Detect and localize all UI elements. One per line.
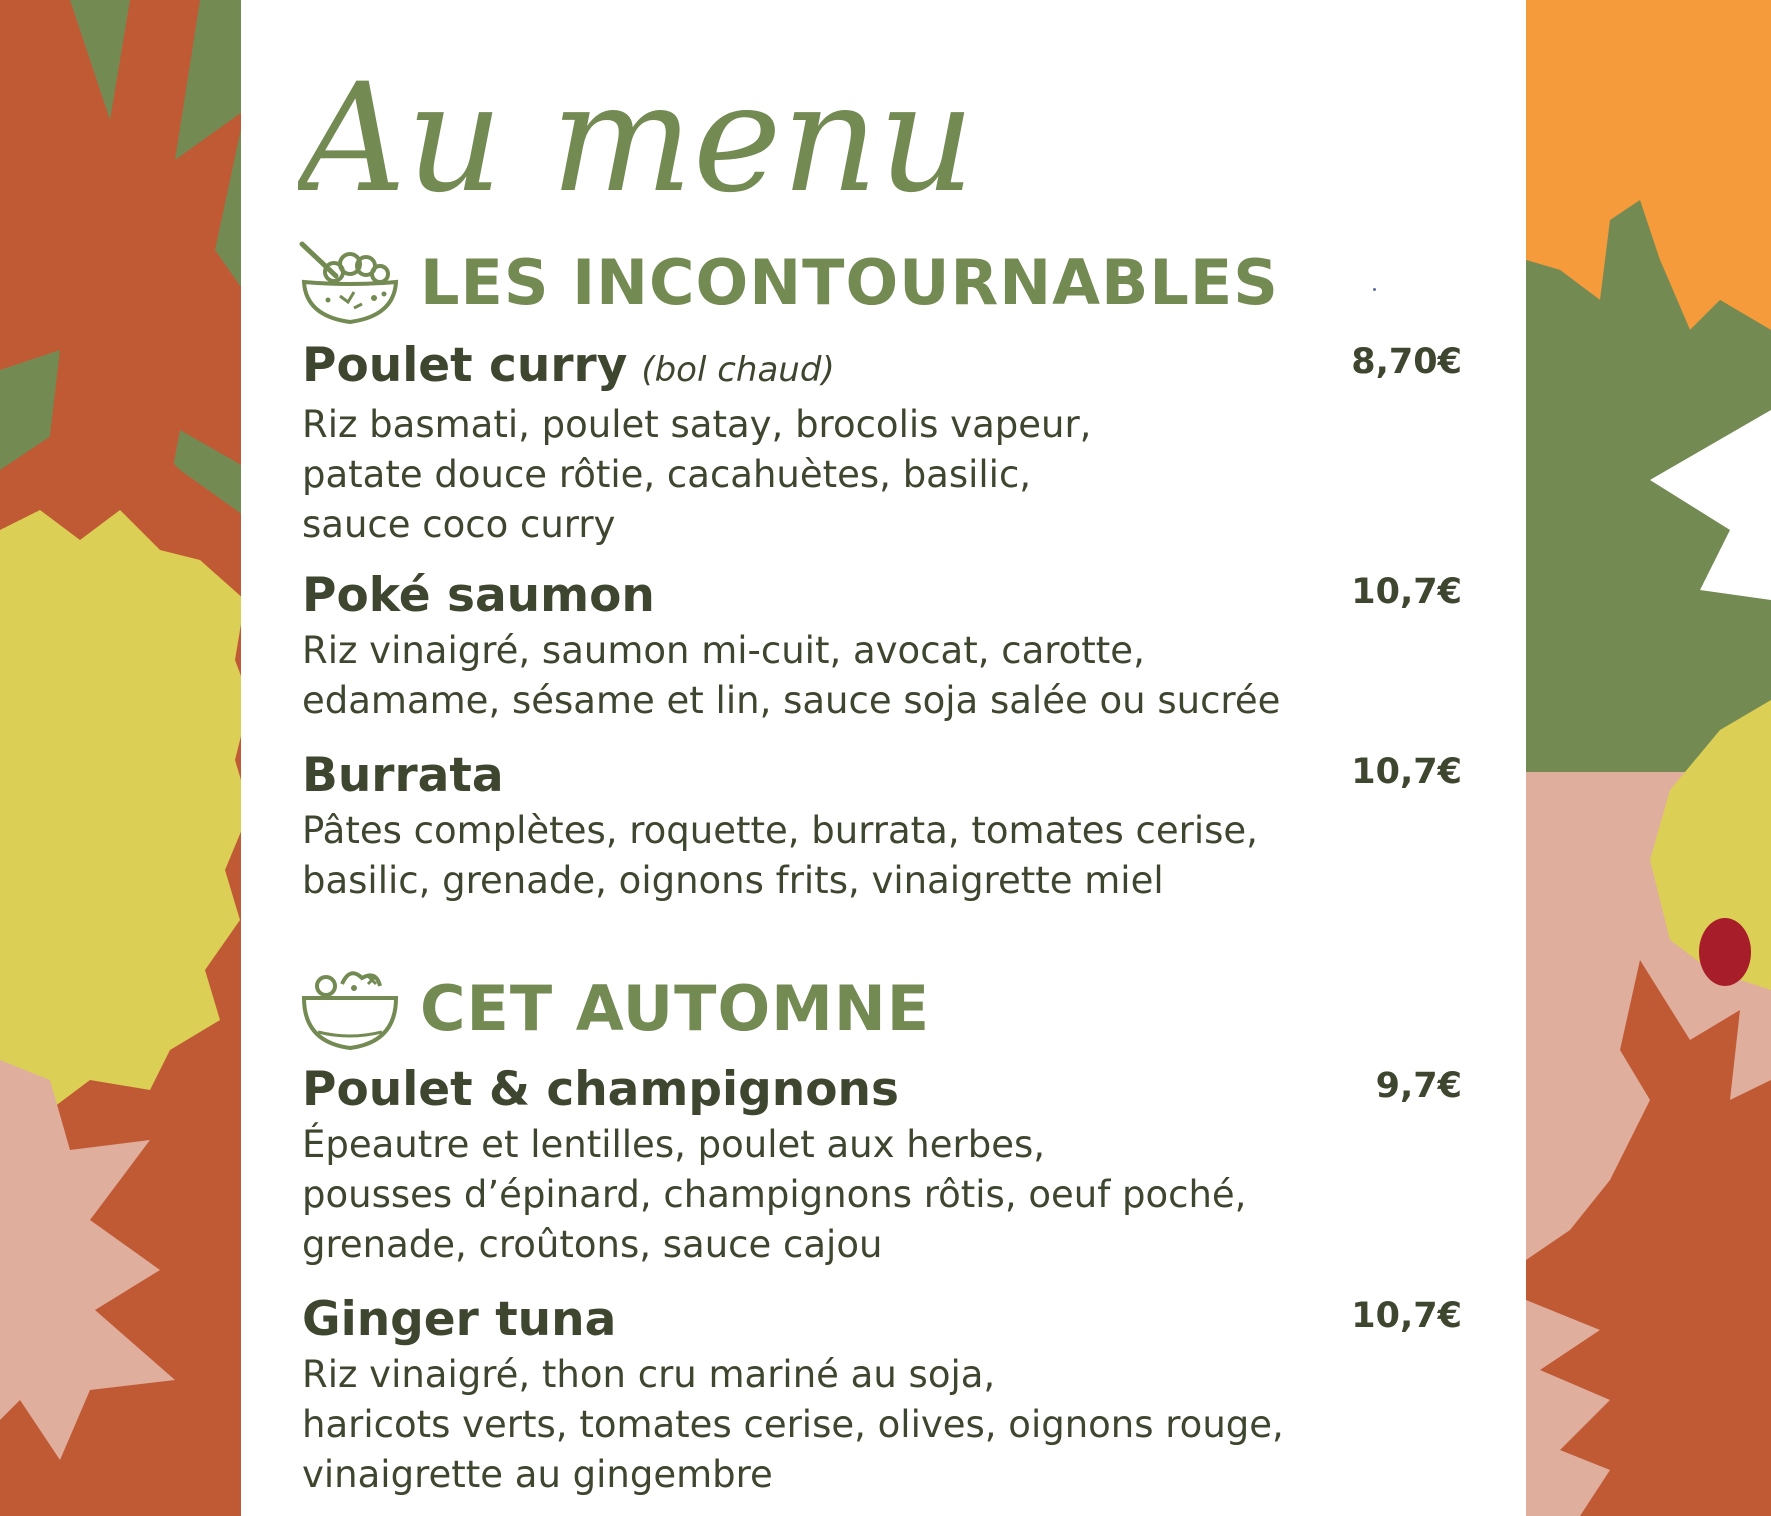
item-note: (bol chaud) [641, 350, 835, 390]
item-price: 10,7€ [1351, 1296, 1462, 1336]
item-price: 9,7€ [1375, 1066, 1462, 1106]
description-line: Pâtes complètes, roquette, burrata, tomates cerise, [302, 809, 1258, 852]
section-header-cet-automne [298, 962, 930, 1054]
description-line: haricots verts, tomates cerise, olives, oignons rouge, [302, 1403, 1284, 1446]
menu-item-poulet-curry [302, 336, 1462, 550]
menu-item-poke-saumon [302, 566, 1462, 726]
item-description [302, 400, 1462, 550]
menu-item-poulet-champignons [302, 1060, 1462, 1270]
description-line: Épeautre et lentilles, poulet aux herbes, [302, 1123, 1045, 1166]
item-name: Poulet curry [302, 338, 628, 393]
menu-item-ginger-tuna [302, 1290, 1462, 1500]
menu-title [298, 62, 1058, 232]
item-price: 8,70€ [1351, 342, 1462, 382]
menu-title-text: Au menu [298, 62, 975, 226]
item-description [302, 626, 1462, 726]
description-line: Riz vinaigré, saumon mi-cuit, avocat, carotte, [302, 629, 1145, 672]
salad-bowl-icon [298, 962, 402, 1054]
section-header-incontournables [298, 236, 1279, 328]
item-description [302, 806, 1462, 906]
bowl-salad-icon [298, 236, 402, 328]
section-title: CET AUTOMNE [420, 971, 931, 1045]
item-name: Burrata [302, 748, 504, 803]
item-name: Poké saumon [302, 568, 655, 623]
description-line: sauce coco curry [302, 503, 616, 546]
description-line: vinaigrette au gingembre [302, 1453, 773, 1496]
description-line: Riz vinaigré, thon cru mariné au soja, [302, 1353, 996, 1396]
description-line: grenade, croûtons, sauce cajou [302, 1223, 883, 1266]
item-price: 10,7€ [1351, 572, 1462, 612]
item-description [302, 1120, 1462, 1270]
section-title: LES INCONTOURNABLES [420, 245, 1279, 319]
description-line: Riz basmati, poulet satay, brocolis vapeur, [302, 403, 1092, 446]
description-line: patate douce rôtie, cacahuètes, basilic, [302, 453, 1032, 496]
item-name: Ginger tuna [302, 1292, 617, 1347]
item-name: Poulet & champignons [302, 1062, 899, 1117]
menu-item-burrata [302, 746, 1462, 906]
description-line: basilic, grenade, oignons frits, vinaigrette miel [302, 859, 1164, 902]
description-line: pousses d’épinard, champignons rôtis, oeuf poché, [302, 1173, 1247, 1216]
stray-dot [1373, 288, 1376, 291]
item-price: 10,7€ [1351, 752, 1462, 792]
item-description [302, 1350, 1462, 1500]
description-line: edamame, sésame et lin, sauce soja salée ou sucrée [302, 679, 1281, 722]
